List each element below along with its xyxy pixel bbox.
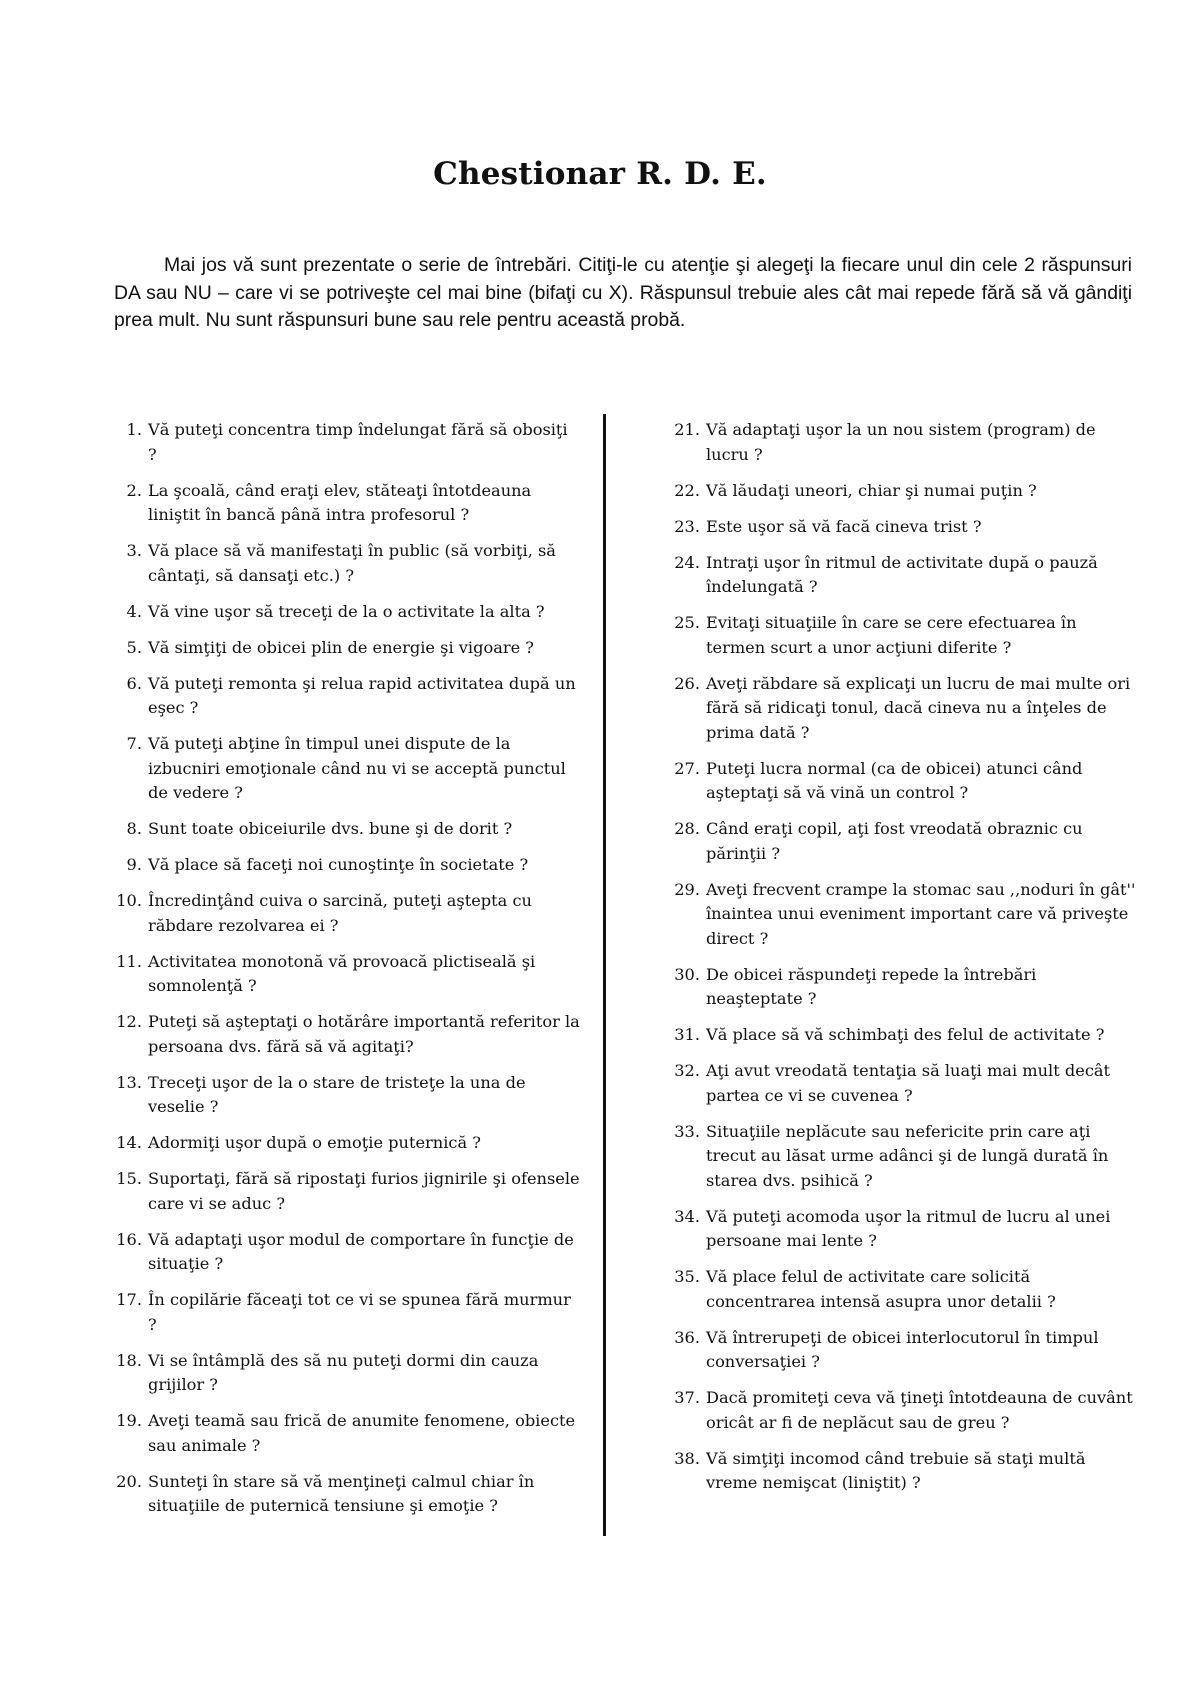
question-text: Intraţi uşor în ritmul de activitate după o pauză îndelungată ?	[706, 552, 1098, 596]
question-text: În copilărie făceaţi tot ce vi se spunea fără murmur ?	[148, 1290, 571, 1334]
question-item	[666, 878, 1136, 952]
question-number: 30.	[674, 964, 700, 984]
question-text: Vă adaptaţi uşor la un nou sistem (program) de lucru ?	[706, 420, 1096, 464]
question-number: 14.	[116, 1133, 142, 1152]
question-number: 31.	[674, 1025, 700, 1044]
question-number: 37.	[674, 1388, 700, 1407]
question-text: Vă place să faceţi noi cunoştinţe în societate ?	[148, 855, 529, 874]
questions-right-column	[666, 418, 1136, 1507]
question-item	[666, 1265, 1136, 1314]
question-text: La şcoală, când eraţi elev, stăteaţi întotdeauna liniştit în bancă până intra profesorul ?	[148, 480, 532, 524]
question-text: Vă lăudaţi uneori, chiar şi numai puţin ?	[706, 480, 1037, 500]
question-item	[666, 551, 1136, 600]
question-item	[666, 757, 1136, 806]
question-number: 32.	[674, 1061, 700, 1080]
question-item	[666, 1023, 1136, 1048]
question-text: De obicei răspundeţi repede la întrebări neaşteptate ?	[706, 964, 1037, 1008]
question-item	[666, 1447, 1136, 1496]
question-text: Vă puteţi remonta şi relua rapid activitatea după un eşec ?	[148, 673, 576, 717]
question-number: 15.	[116, 1169, 142, 1188]
question-item	[666, 817, 1136, 866]
question-item	[666, 1120, 1136, 1194]
question-text: Adormiţi uşor după o emoţie puternică ?	[148, 1133, 481, 1152]
question-number: 2.	[126, 480, 142, 500]
question-item	[108, 479, 580, 528]
question-item	[666, 611, 1136, 660]
question-number: 19.	[116, 1411, 142, 1430]
question-text: Vă simţiţi de obicei plin de energie şi vigoare ?	[148, 637, 534, 657]
question-item	[108, 889, 580, 938]
question-number: 18.	[116, 1350, 142, 1370]
question-text: Vi se întâmplă des să nu puteţi dormi din cauza grijilor ?	[148, 1350, 539, 1394]
question-number: 24.	[674, 552, 700, 572]
question-text: Vă place să vă schimbaţi des felul de activitate ?	[706, 1025, 1105, 1044]
question-number: 8.	[126, 819, 142, 838]
question-text: Puteţi să aşteptaţi o hotărâre importantă referitor la persoana dvs. fără să vă agitaţi?	[148, 1012, 580, 1056]
question-text: Aveţi teamă sau frică de anumite fenomene, obiecte sau animale ?	[148, 1411, 576, 1455]
question-number: 3.	[126, 541, 142, 560]
question-number: 29.	[674, 879, 700, 899]
question-text: Activitatea monotonă vă provoacă plictiseală şi somnolenţă ?	[148, 951, 536, 995]
question-text: Încredinţând cuiva o sarcină, puteţi aştepta cu răbdare rezolvarea ei ?	[148, 891, 532, 935]
question-number: 33.	[674, 1121, 700, 1141]
question-text: Vă place să vă manifestaţi în public (să vorbiţi, să cântaţi, să dansaţi etc.) ?	[148, 541, 556, 585]
question-item	[108, 1167, 580, 1216]
question-item	[108, 636, 580, 661]
page-title: Chestionar R. D. E.	[433, 156, 767, 192]
questions-left-column	[108, 418, 580, 1530]
question-text: Vă puteţi concentra timp îndelungat fără să obosiţi ?	[148, 420, 568, 464]
question-text: Situaţiile neplăcute sau nefericite prin care aţi trecut au lăsat urme adânci şi de lungă durată în starea dvs. psihică ?	[706, 1121, 1109, 1190]
question-number: 25.	[674, 613, 700, 632]
question-item	[666, 1059, 1136, 1108]
question-item	[108, 1409, 580, 1458]
question-number: 12.	[116, 1012, 142, 1031]
question-number: 38.	[674, 1448, 700, 1468]
question-number: 27.	[674, 758, 700, 778]
question-text: Evitaţi situaţiile în care se cere efectuarea în termen scurt a unor acţiuni diferite ?	[706, 613, 1077, 657]
question-item	[108, 418, 580, 467]
question-text: Treceţi uşor de la o stare de tristeţe la una de veselie ?	[148, 1072, 526, 1116]
question-number: 13.	[116, 1072, 142, 1092]
question-item	[108, 539, 580, 588]
question-number: 1.	[126, 420, 142, 439]
question-number: 4.	[126, 601, 142, 621]
question-item	[108, 950, 580, 999]
question-text: Aţi avut vreodată tentaţia să luaţi mai mult decât partea ce vi se cuvenea ?	[706, 1061, 1111, 1105]
question-item	[108, 1349, 580, 1398]
question-item	[108, 1010, 580, 1059]
question-item	[108, 853, 580, 878]
question-number: 26.	[674, 673, 700, 693]
question-number: 34.	[674, 1206, 700, 1226]
question-item	[108, 600, 580, 625]
question-text: Vă puteţi abţine în timpul unei dispute de la izbucniri emoţionale când nu vi se acceptă punctul de vedere ?	[148, 734, 566, 802]
question-text: Vă puteţi acomoda uşor la ritmul de lucru al unei persoane mai lente ?	[706, 1206, 1111, 1250]
question-number: 28.	[674, 819, 700, 838]
question-item	[108, 732, 580, 806]
question-number: 23.	[674, 516, 700, 536]
question-number: 36.	[674, 1327, 700, 1347]
question-text: Vă vine uşor să treceţi de la o activitate la alta ?	[148, 601, 545, 621]
question-number: 6.	[126, 673, 142, 693]
question-text: Când eraţi copil, aţi fost vreodată obraznic cu părinţii ?	[706, 819, 1083, 863]
question-item	[666, 672, 1136, 746]
question-item	[108, 1131, 580, 1156]
column-divider	[603, 414, 606, 1536]
question-text: Sunteţi în stare să vă menţineţi calmul chiar în situaţiile de puternică tensiune şi emoţie ?	[148, 1471, 535, 1515]
question-item	[108, 672, 580, 721]
question-item	[666, 1326, 1136, 1375]
question-item	[108, 1288, 580, 1337]
question-text: Vă adaptaţi uşor modul de comportare în funcţie de situaţie ?	[148, 1229, 574, 1273]
question-number: 7.	[126, 734, 142, 753]
question-number: 16.	[116, 1229, 142, 1249]
question-number: 20.	[116, 1471, 142, 1491]
question-text: Puteţi lucra normal (ca de obicei) atunci când aşteptaţi să vă vină un control ?	[706, 758, 1083, 802]
question-text: Aveţi frecvent crampe la stomac sau ,,noduri în gât'' înaintea unui eveniment important care vă priveşte direct ?	[706, 879, 1136, 948]
question-number: 10.	[116, 891, 142, 910]
question-number: 22.	[674, 480, 700, 500]
question-item	[108, 1470, 580, 1519]
question-number: 11.	[116, 951, 142, 971]
question-text: Este uşor să vă facă cineva trist ?	[706, 516, 982, 536]
intro-paragraph: Mai jos vă sunt prezentate o serie de întrebări. Citiţi-le cu atenţie şi alegeţi la fiecare unul din cele 2 răspunsuri DA sau NU – care vi se potriveşte cel mai bine (bifaţi cu X). Răspunsul trebuie ales cât mai repede fără să vă gândiţi prea mult. Nu sunt răspunsuri bune sau rele pentru această probă.	[114, 254, 1132, 331]
question-text: Dacă promiteţi ceva vă ţineţi întotdeauna de cuvânt oricât ar fi de neplăcut sau de greu ?	[706, 1388, 1133, 1432]
question-item	[666, 479, 1136, 504]
question-number: 17.	[116, 1290, 142, 1309]
question-item	[666, 515, 1136, 540]
question-text: Vă simţiţi incomod când trebuie să staţi multă vreme nemişcat (liniştit) ?	[706, 1448, 1086, 1492]
question-number: 9.	[126, 855, 142, 874]
question-item	[666, 963, 1136, 1012]
question-item	[666, 418, 1136, 467]
question-text: Vă întrerupeţi de obicei interlocutorul în timpul conversaţiei ?	[706, 1327, 1099, 1371]
question-item	[666, 1386, 1136, 1435]
question-item	[666, 1205, 1136, 1254]
question-text: Suportaţi, fără să ripostaţi furios jignirile şi ofensele care vi se aduc ?	[148, 1169, 580, 1213]
question-number: 35.	[674, 1267, 700, 1286]
question-text: Aveţi răbdare să explicaţi un lucru de mai multe ori fără să ridicaţi tonul, dacă cineva nu a înţeles de prima dată ?	[706, 673, 1131, 742]
question-text: Vă place felul de activitate care solicită concentrarea intensă asupra unor detalii ?	[706, 1267, 1056, 1311]
question-number: 21.	[674, 420, 700, 439]
question-text: Sunt toate obiceiurile dvs. bune şi de dorit ?	[148, 819, 513, 838]
question-item	[108, 817, 580, 842]
question-item	[108, 1071, 580, 1120]
question-item	[108, 1228, 580, 1277]
question-number: 5.	[126, 637, 142, 657]
